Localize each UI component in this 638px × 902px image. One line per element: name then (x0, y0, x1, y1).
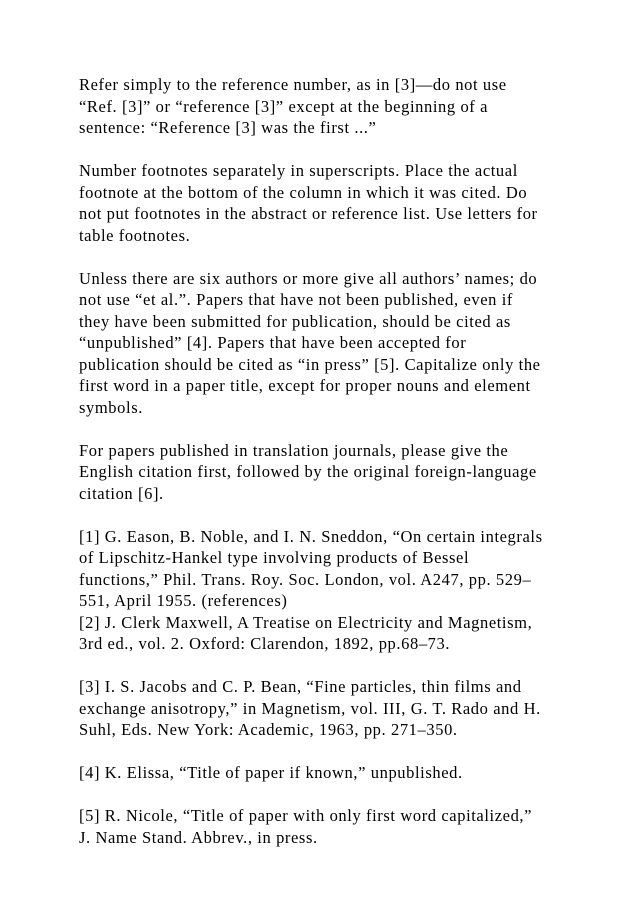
paragraph-gap (79, 418, 579, 440)
reference-4: [4] K. Elissa, “Title of paper if known,” unpublished. (79, 763, 463, 782)
document-page (79, 74, 579, 848)
paragraph-authors: Unless there are six authors or more give all authors’ names; do not use “et al.”. Papers that have not been published, even if they have been submitted for publication, should be cited as “unpublished” [4]. Papers that have been accepted for publication should be cited as “in press” [5]. Capitalize only the first word in a paper title, except for proper nouns and element symbols. (79, 268, 541, 417)
paragraph-gap (79, 784, 579, 806)
paragraph-footnotes: Number footnotes separately in superscripts. Place the actual footnote at the bottom of the column in which it was cited. Do not put footnotes in the abstract or reference list. Use letters for table footnotes. (79, 161, 538, 245)
paragraph-gap (79, 139, 579, 161)
paragraph-citation-style: Refer simply to the reference number, as in [3]—do not use “Ref. [3]” or “reference [3]” except at the beginning of a sentence: “Reference [3] was the first ...” (79, 75, 507, 137)
paragraph-gap (79, 246, 579, 268)
reference-5: [5] R. Nicole, “Title of paper with only first word capitalized,” J. Name Stand. Abbrev., in press. (79, 806, 533, 847)
paragraph-gap (79, 741, 579, 763)
paragraph-gap (79, 655, 579, 677)
paragraph-translation: For papers published in translation journals, please give the English citation first, followed by the original foreign-language citation [6]. (79, 440, 537, 503)
paragraph-gap (79, 504, 579, 526)
reference-block-1-2: [1] G. Eason, B. Noble, and I. N. Sneddon, “On certain integrals of Lipschitz-Hankel type involving products of Bessel functions,” Phil. Trans. Roy. Soc. London, vol. A247, pp. 529– 551, April 1955. (references) [2] J. Clerk Maxwell, A Treatise on Electricity and Magnetism, 3rd ed., vol. 2. Oxford: Clarendon, 1892, pp.68–73. (79, 526, 543, 653)
reference-3: [3] I. S. Jacobs and C. P. Bean, “Fine particles, thin films and exchange anisotropy,” in Magnetism, vol. III, G. T. Rado and H. Suhl, Eds. New York: Academic, 1963, pp. 271–350. (79, 677, 541, 739)
